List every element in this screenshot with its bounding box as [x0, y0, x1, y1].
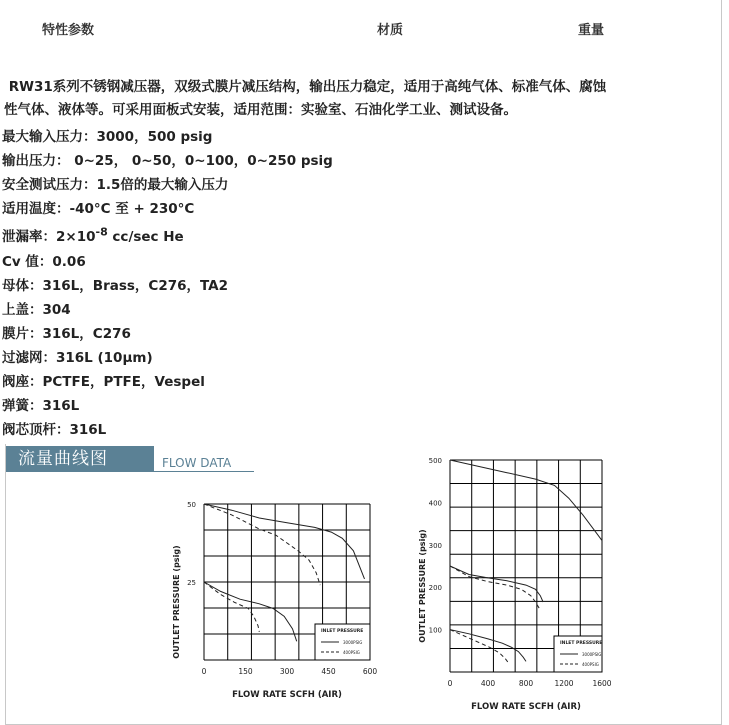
x-tick-label: 600 — [362, 667, 378, 676]
product-description — [4, 76, 644, 122]
series-line-solid — [450, 566, 543, 602]
spec-stem: 阀芯顶杆：316L — [2, 422, 107, 438]
series-line-dashed — [204, 504, 320, 585]
legend-entry: 3000PSIG — [582, 652, 602, 657]
y-tick-label: 50 — [187, 501, 196, 509]
legend-entry: 3000PSIG — [343, 640, 363, 645]
description-line-2: 性气体、液体等。可采用面板式安装，适用范围：实验室、石油化学工业、测试设备。 — [4, 102, 517, 118]
series-line-solid — [450, 630, 526, 662]
x-axis-label: FLOW RATE SCFH (AIR) — [471, 702, 581, 712]
x-axis-label: FLOW RATE SCFH (AIR) — [232, 690, 342, 700]
x-tick-label: 450 — [321, 667, 336, 676]
legend-entry: 400PSIG — [582, 662, 599, 667]
spec-cv: Cv 值：0.06 — [2, 254, 86, 270]
tab-material[interactable]: 材质 — [377, 23, 404, 38]
x-tick-label: 150 — [238, 667, 253, 676]
y-tick-label: 500 — [428, 457, 442, 465]
leak-suffix: cc/sec He — [107, 229, 184, 245]
spec-leak-rate — [2, 225, 184, 245]
tab-weight[interactable]: 重量 — [578, 23, 605, 38]
legend-title: INLET PRESSURE — [321, 629, 364, 634]
spec-diaphragm: 膜片：316L，C276 — [2, 326, 131, 342]
y-axis-label: OUTLET PRESSURE (psig) — [418, 529, 427, 643]
flow-section-title: 流量曲线图 — [6, 446, 154, 472]
flow-chart-low-pressure — [160, 486, 400, 716]
spec-spring: 弹簧：316L — [2, 398, 80, 414]
flow-section-underline — [154, 471, 254, 472]
series-line-solid — [204, 582, 297, 641]
x-tick-label: 300 — [279, 667, 295, 676]
series-line-solid — [450, 460, 602, 541]
y-tick-label: 400 — [428, 499, 442, 508]
description-line-1: RW31系列不锈钢减压器，双级式膜片减压结构，输出压力稳定，适用于高纯气体、标准气体、腐蚀 — [4, 79, 607, 95]
spec-max-inlet: 最大输入压力：3000，500 psig — [2, 129, 213, 145]
flow-section-subtitle: FLOW DATA — [162, 456, 232, 470]
x-tick-label: 0 — [447, 679, 453, 688]
spec-body: 母体：316L，Brass，C276，TA2 — [2, 278, 228, 294]
legend-title: INLET PRESSURE — [560, 641, 603, 646]
x-tick-label: 400 — [480, 679, 496, 688]
y-tick-label: 25 — [187, 579, 196, 587]
leak-prefix: 泄漏率：2×10 — [2, 229, 96, 245]
spec-bonnet: 上盖：304 — [2, 302, 71, 318]
spec-outlet: 输出压力： 0~25， 0~50，0~100，0~250 psig — [2, 153, 333, 169]
leak-exponent: -8 — [95, 225, 108, 239]
y-axis-label: OUTLET PRESSURE (psig) — [172, 545, 181, 659]
legend-entry: 400PSIG — [343, 650, 360, 655]
spec-safety: 安全测试压力：1.5倍的最大输入压力 — [2, 177, 229, 193]
y-tick-label: 100 — [428, 626, 442, 635]
x-tick-label: 1600 — [592, 679, 612, 688]
spec-filter: 过滤网：316L (10μm) — [2, 350, 153, 366]
series-line-dashed — [450, 630, 509, 664]
x-tick-label: 1200 — [554, 679, 574, 688]
spec-seat: 阀座：PCTFE，PTFE，Vespel — [2, 374, 205, 390]
x-tick-label: 0 — [201, 667, 207, 676]
spec-temperature: 适用温度：-40°C 至 + 230°C — [2, 201, 195, 217]
tab-properties[interactable]: 特性参数 — [42, 23, 95, 38]
flow-chart-high-pressure — [405, 452, 635, 712]
x-tick-label: 800 — [518, 679, 534, 688]
y-tick-label: 200 — [428, 584, 442, 593]
y-tick-label: 300 — [428, 541, 442, 550]
